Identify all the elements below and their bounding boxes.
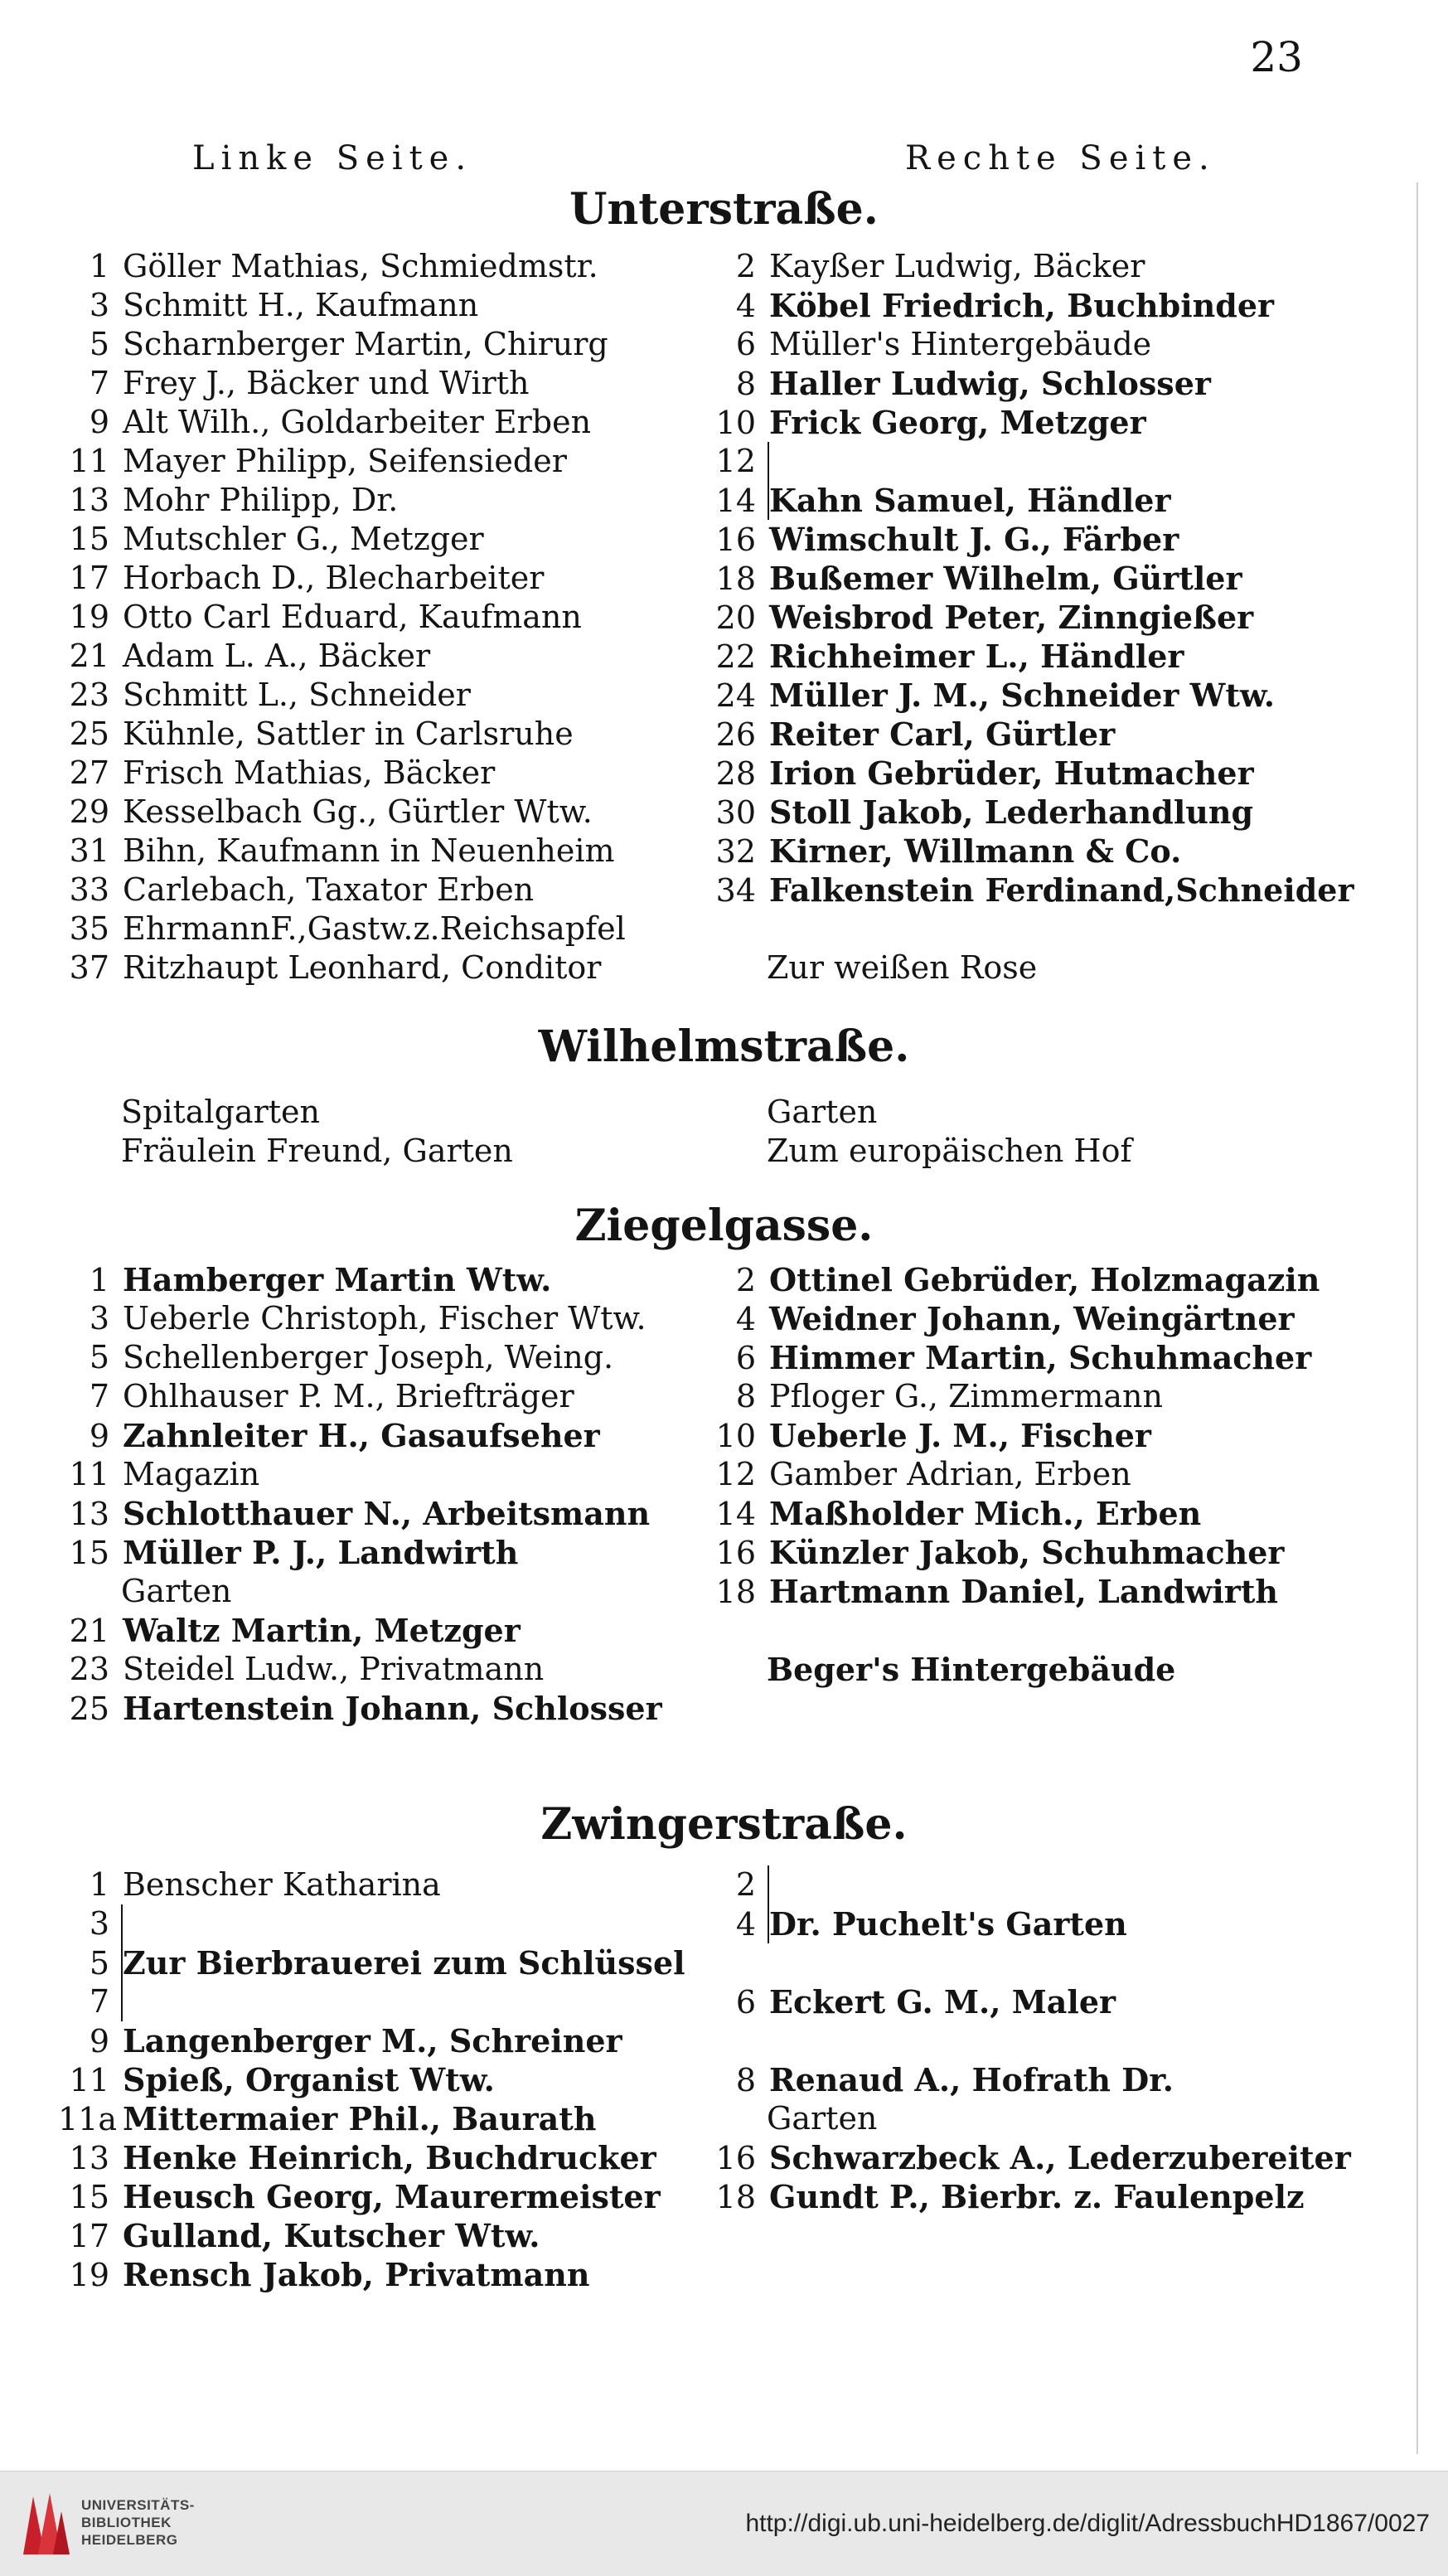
house-number: 16 <box>715 1535 756 1571</box>
house-number: 28 <box>715 755 756 792</box>
resident-name: Rensch Jakob, Privatmann <box>123 2256 590 2293</box>
directory-entry <box>696 481 1426 520</box>
house-number: 5 <box>89 326 109 362</box>
directory-entry <box>58 2021 713 2060</box>
directory-entry <box>58 2177 713 2216</box>
street-heading: Unterstraße. <box>569 184 879 235</box>
house-number: 23 <box>69 677 109 713</box>
directory-entry <box>58 754 713 793</box>
directory-entry <box>58 1943 713 1982</box>
resident-name: Benscher Katharina <box>123 1866 441 1903</box>
directory-entry <box>58 325 713 364</box>
directory-entry <box>696 598 1426 637</box>
house-number: 14 <box>715 483 756 519</box>
resident-name: Stoll Jakob, Lederhandlung <box>769 793 1254 831</box>
directory-note: Garten <box>767 2100 878 2137</box>
resident-name: Schellenberger Joseph, Weing. <box>123 1339 614 1375</box>
directory-note: Zum europäischen Hof <box>767 1133 1132 1169</box>
logo-line: UNIVERSITÄTS- <box>81 2497 195 2513</box>
right-column-list <box>696 1865 1426 2216</box>
resident-name: Göller Mathias, Schmiedmstr. <box>123 248 598 284</box>
directory-entry <box>696 754 1426 793</box>
house-number: 29 <box>69 793 109 830</box>
directory-entry <box>58 1260 713 1299</box>
resident-name: Schmitt L., Schneider <box>123 677 471 713</box>
resident-name: Künzler Jakob, Schuhmacher <box>769 1534 1285 1571</box>
resident-name: Gamber Adrian, Erben <box>769 1456 1131 1492</box>
resident-name: Spieß, Organist Wtw. <box>123 2061 495 2098</box>
directory-entry <box>58 1299 713 1338</box>
left-column-list <box>58 1260 713 1728</box>
house-number: 8 <box>735 366 756 402</box>
resident-name: Hamberger Martin Wtw. <box>123 1261 552 1298</box>
house-number: 19 <box>69 2257 109 2293</box>
house-number: 2 <box>735 248 756 284</box>
house-number: 2 <box>735 1262 756 1298</box>
house-number: 27 <box>69 754 109 791</box>
directory-entry <box>696 1299 1426 1338</box>
logo-line: HEIDELBERG <box>81 2532 178 2548</box>
group-bracket <box>768 442 774 520</box>
street-heading: Ziegelgasse. <box>574 1201 874 1251</box>
directory-entry <box>58 1689 713 1728</box>
directory-entry <box>58 1377 713 1416</box>
resident-name: Kesselbach Gg., Gürtler Wtw. <box>123 793 593 830</box>
source-url-link[interactable]: http://digi.ub.uni-heidelberg.de/diglit/AdressbuchHD1867/0027 <box>745 2510 1430 2537</box>
resident-name: Otto Carl Eduard, Kaufmann <box>123 599 582 635</box>
directory-entry <box>58 2216 713 2255</box>
street-heading: Zwingerstraße. <box>540 1799 908 1850</box>
house-number: 11 <box>69 2062 109 2098</box>
house-number: 9 <box>89 404 109 440</box>
resident-name: Dr. Puchelt's Garten <box>769 1905 1127 1943</box>
house-number: 16 <box>715 2140 756 2176</box>
house-number: 8 <box>735 1378 756 1414</box>
directory-entry <box>58 481 713 520</box>
directory-entry <box>696 1865 1426 1904</box>
resident-name: Irion Gebrüder, Hutmacher <box>769 754 1254 792</box>
resident-name: Henke Heinrich, Buchdrucker <box>123 2139 656 2176</box>
house-number: 14 <box>715 1496 756 1532</box>
house-number: 10 <box>715 405 756 441</box>
directory-entry <box>58 676 713 715</box>
house-number: 21 <box>69 638 109 674</box>
right-column-header: Rechte Seite. <box>905 139 1216 177</box>
resident-name: Richheimer L., Händler <box>769 638 1184 675</box>
directory-entry <box>696 559 1426 598</box>
house-number: 37 <box>69 949 109 986</box>
house-number: 16 <box>715 522 756 558</box>
street-heading: Wilhelmstraße. <box>538 1021 910 1072</box>
house-number: 7 <box>89 1983 109 2020</box>
directory-entry <box>696 442 1426 481</box>
house-number: 3 <box>89 287 109 323</box>
directory-entry <box>58 2099 713 2138</box>
directory-entry <box>696 1338 1426 1377</box>
directory-entry <box>696 715 1426 754</box>
house-number: 15 <box>69 521 109 557</box>
resident-name: Mutschler G., Metzger <box>123 521 484 557</box>
resident-name: Waltz Martin, Metzger <box>123 1612 521 1649</box>
left-column-list <box>58 1865 713 2294</box>
house-number: 35 <box>69 910 109 947</box>
resident-name: Bußemer Wilhelm, Gürtler <box>769 560 1242 597</box>
library-logo-icon <box>18 2490 71 2558</box>
house-number: 5 <box>89 1339 109 1375</box>
resident-name: Weisbrod Peter, Zinngießer <box>769 599 1254 636</box>
resident-name: Carlebach, Taxator Erben <box>123 871 535 908</box>
resident-name: Gundt P., Bierbr. z. Faulenpelz <box>769 2178 1305 2215</box>
resident-name: Steidel Ludw., Privatmann <box>123 1651 545 1687</box>
house-number: 6 <box>735 1984 756 2021</box>
directory-note: Beger's Hintergebäude <box>767 1651 1176 1688</box>
house-number: 11a <box>58 2101 118 2137</box>
resident-name: Schlotthauer N., Arbeitsmann <box>123 1495 651 1532</box>
footer-bar <box>0 2471 1448 2576</box>
house-number: 13 <box>69 1496 109 1532</box>
resident-name: Köbel Friedrich, Buchbinder <box>769 287 1275 324</box>
resident-name: Maßholder Mich., Erben <box>769 1495 1202 1532</box>
directory-entry <box>58 364 713 403</box>
house-number: 15 <box>69 1535 109 1571</box>
house-number: 4 <box>735 1906 756 1943</box>
directory-entry <box>58 1494 713 1533</box>
house-number: 30 <box>715 794 756 831</box>
house-number: 24 <box>715 677 756 714</box>
house-number: 22 <box>715 638 756 675</box>
house-number: 21 <box>69 1613 109 1649</box>
house-number: 1 <box>89 248 109 284</box>
directory-note <box>696 1611 1426 1650</box>
house-number: 33 <box>69 871 109 908</box>
directory-entry <box>58 1338 713 1377</box>
resident-name: Kayßer Ludwig, Bäcker <box>769 248 1145 284</box>
house-number: 9 <box>89 2023 109 2059</box>
house-number: 34 <box>715 872 756 909</box>
directory-entry <box>58 520 713 559</box>
resident-name: Ueberle J. M., Fischer <box>769 1417 1151 1454</box>
resident-name: Mayer Philipp, Seifensieder <box>123 443 567 479</box>
directory-entry <box>696 1533 1426 1572</box>
directory-entry <box>696 1260 1426 1299</box>
directory-entry <box>58 1455 713 1494</box>
directory-entry <box>696 364 1426 403</box>
house-number: 3 <box>89 1300 109 1337</box>
resident-name: Schwarzbeck A., Lederzubereiter <box>769 2139 1351 2176</box>
resident-name: Kahn Samuel, Händler <box>769 482 1171 519</box>
right-column-list <box>696 1093 1426 1171</box>
house-number: 7 <box>89 365 109 401</box>
resident-name: Schmitt H., Kaufmann <box>123 287 479 323</box>
resident-name: EhrmannF.,Gastw.z.Reichsapfel <box>123 910 626 947</box>
house-number: 5 <box>89 1945 109 1982</box>
resident-name: Müller's Hintergebäude <box>769 326 1152 362</box>
directory-entry <box>58 2138 713 2177</box>
resident-name: Langenberger M., Schreiner <box>123 2022 622 2059</box>
resident-name: Haller Ludwig, Schlosser <box>769 365 1211 402</box>
house-number: 6 <box>735 1340 756 1376</box>
house-number: 25 <box>69 716 109 752</box>
directory-entry <box>696 1982 1426 2021</box>
house-number: 26 <box>715 716 756 753</box>
directory-entry <box>58 910 713 948</box>
directory-entry <box>58 1533 713 1572</box>
directory-entry <box>696 1904 1426 1943</box>
directory-entry <box>58 1650 713 1689</box>
directory-note <box>696 1943 1426 1982</box>
house-number: 1 <box>89 1866 109 1903</box>
house-number: 20 <box>715 599 756 636</box>
directory-entry <box>58 2255 713 2294</box>
resident-name: Magazin <box>123 1456 260 1492</box>
house-number: 13 <box>69 2140 109 2176</box>
directory-entry <box>58 247 713 286</box>
house-number: 32 <box>715 833 756 870</box>
directory-entry <box>696 1377 1426 1416</box>
directory-entry <box>696 2177 1426 2216</box>
house-number: 2 <box>735 1866 756 1903</box>
house-number: 10 <box>715 1418 756 1454</box>
resident-name: Alt Wilh., Goldarbeiter Erben <box>123 404 592 440</box>
left-column-list <box>58 1093 713 1171</box>
directory-entry <box>58 286 713 325</box>
resident-name: Reiter Carl, Gürtler <box>769 716 1116 753</box>
house-number: 18 <box>715 560 756 597</box>
house-number: 3 <box>89 1905 109 1942</box>
directory-entry <box>696 637 1426 676</box>
resident-name: Hartenstein Johann, Schlosser <box>123 1690 662 1727</box>
resident-name: Bihn, Kaufmann in Neuenheim <box>123 832 615 869</box>
left-column-list <box>58 247 713 987</box>
resident-name: Frey J., Bäcker und Wirth <box>123 365 530 401</box>
directory-entry <box>58 1416 713 1455</box>
house-number: 4 <box>735 1301 756 1337</box>
house-number: 17 <box>69 560 109 596</box>
directory-note: Garten <box>767 1094 878 1130</box>
right-column-list <box>696 247 1426 987</box>
directory-entry <box>696 2060 1426 2099</box>
directory-entry <box>696 1416 1426 1455</box>
house-number: 31 <box>69 832 109 869</box>
resident-name: Ritzhaupt Leonhard, Conditor <box>123 949 602 986</box>
directory-entry <box>58 1904 713 1943</box>
directory-entry <box>58 2060 713 2099</box>
directory-entry <box>58 832 713 871</box>
house-number: 19 <box>69 599 109 635</box>
directory-note: Garten <box>121 1573 232 1609</box>
directory-entry <box>696 520 1426 559</box>
directory-entry <box>696 676 1426 715</box>
directory-note <box>696 910 1426 948</box>
logo-line: BIBLIOTHEK <box>81 2515 172 2530</box>
directory-entry <box>696 1494 1426 1533</box>
resident-name: Zahnleiter H., Gasaufseher <box>123 1417 600 1454</box>
resident-name: Zur Bierbrauerei zum Schlüssel <box>123 1944 685 1982</box>
resident-name: Hartmann Daniel, Landwirth <box>769 1573 1279 1610</box>
directory-entry <box>58 1611 713 1650</box>
directory-entry <box>58 1982 713 2021</box>
directory-entry <box>58 948 713 987</box>
resident-name: Eckert G. M., Maler <box>769 1983 1116 2021</box>
house-number: 13 <box>69 482 109 518</box>
right-column-list <box>696 1260 1426 1689</box>
directory-entry <box>58 403 713 442</box>
directory-entry <box>696 2138 1426 2177</box>
directory-entry <box>696 871 1426 910</box>
resident-name: Frisch Mathias, Bäcker <box>123 754 496 791</box>
house-number: 25 <box>69 1691 109 1727</box>
house-number: 9 <box>89 1418 109 1454</box>
house-number: 11 <box>69 443 109 479</box>
resident-name: Frick Georg, Metzger <box>769 404 1146 441</box>
house-number: 4 <box>735 288 756 324</box>
house-number: 11 <box>69 1456 109 1492</box>
resident-name: Mohr Philipp, Dr. <box>123 482 399 518</box>
library-logo-text <box>81 2496 195 2549</box>
house-number: 18 <box>715 1574 756 1610</box>
resident-name: Falkenstein Ferdinand,Schneider <box>769 871 1354 909</box>
directory-entry <box>696 325 1426 364</box>
house-number: 6 <box>735 326 756 362</box>
resident-name: Renaud A., Hofrath Dr. <box>769 2061 1174 2098</box>
resident-name: Müller P. J., Landwirth <box>123 1534 519 1571</box>
directory-note: Spitalgarten <box>121 1094 320 1130</box>
directory-note: Fräulein Freund, Garten <box>121 1133 513 1169</box>
directory-entry <box>696 403 1426 442</box>
directory-entry <box>696 1572 1426 1611</box>
house-number: 1 <box>89 1262 109 1298</box>
resident-name: Heusch Georg, Maurermeister <box>123 2178 661 2215</box>
directory-entry <box>696 1455 1426 1494</box>
resident-name: Ohlhauser P. M., Briefträger <box>123 1378 574 1414</box>
resident-name: Pfloger G., Zimmermann <box>769 1378 1163 1414</box>
directory-entry <box>696 793 1426 832</box>
house-number: 12 <box>715 1456 756 1492</box>
directory-entry <box>58 871 713 910</box>
page-edge-line <box>1417 182 1418 2454</box>
house-number: 12 <box>715 443 756 479</box>
page-number: 23 <box>1250 33 1303 81</box>
house-number: 8 <box>735 2062 756 2098</box>
resident-name: Kirner, Willmann & Co. <box>769 832 1182 870</box>
resident-name: Kühnle, Sattler in Carlsruhe <box>123 716 574 752</box>
resident-name: Ueberle Christoph, Fischer Wtw. <box>123 1300 647 1337</box>
directory-entry <box>58 559 713 598</box>
directory-entry <box>58 442 713 481</box>
directory-entry <box>58 793 713 832</box>
directory-note <box>696 2021 1426 2060</box>
directory-entry <box>58 1865 713 1904</box>
house-number: 17 <box>69 2218 109 2254</box>
directory-entry <box>58 715 713 754</box>
directory-entry <box>696 832 1426 871</box>
group-bracket <box>768 1865 774 1943</box>
resident-name: Mittermaier Phil., Baurath <box>123 2100 597 2137</box>
resident-name: Weidner Johann, Weingärtner <box>769 1300 1295 1337</box>
house-number: 18 <box>715 2179 756 2215</box>
directory-entry <box>58 637 713 676</box>
resident-name: Ottinel Gebrüder, Holzmagazin <box>769 1261 1320 1298</box>
resident-name: Gulland, Kutscher Wtw. <box>123 2217 540 2254</box>
directory-entry <box>58 598 713 637</box>
resident-name: Adam L. A., Bäcker <box>123 638 431 674</box>
house-number: 7 <box>89 1378 109 1414</box>
resident-name: Scharnberger Martin, Chirurg <box>123 326 608 362</box>
left-column-header: Linke Seite. <box>192 139 473 177</box>
house-number: 15 <box>69 2179 109 2215</box>
resident-name: Müller J. M., Schneider Wtw. <box>769 677 1276 714</box>
directory-entry <box>696 286 1426 325</box>
resident-name: Horbach D., Blecharbeiter <box>123 560 545 596</box>
directory-entry <box>696 247 1426 286</box>
resident-name: Wimschult J. G., Färber <box>769 521 1179 558</box>
group-bracket <box>121 1904 128 2021</box>
directory-note: Zur weißen Rose <box>767 949 1038 986</box>
house-number: 23 <box>69 1651 109 1687</box>
resident-name: Himmer Martin, Schuhmacher <box>769 1339 1312 1376</box>
